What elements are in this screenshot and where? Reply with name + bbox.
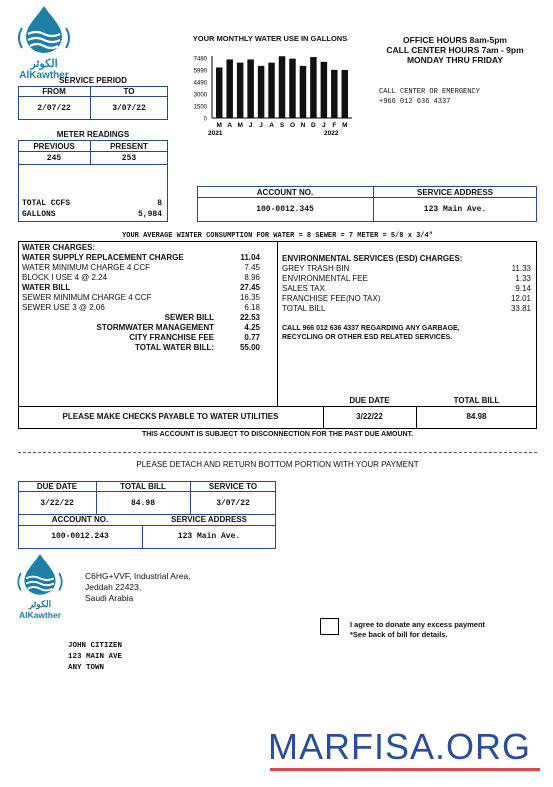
watermark-underline [270,768,540,771]
emergency-label: CALL CENTER OR EMERGENCY [379,88,480,96]
chart-bar [216,67,222,118]
stub-total: 84.98 [130,499,155,508]
x-tick-label: J [248,122,253,129]
customer-town: ANY TOWN [68,664,105,672]
water-summary [60,313,260,353]
address-line: Jeddah 22423, [85,582,142,592]
chart-bar [321,62,327,118]
meter-readings-title: METER READINGS [56,130,130,139]
chart-bar [247,59,253,118]
summary-line: TOTAL WATER BILL: 55.00 [135,343,260,352]
donate-text: I agree to donate any excess payment [350,620,486,629]
esd-line: FRANCHISE FEE(NO TAX) 12.01 [282,294,531,303]
y-tick-label: 0 [203,116,207,123]
stub-service-label: SERVICE TO [208,482,258,491]
previous-label: PREVIOUS [33,142,75,151]
logo-arabic-text: الكوثر [28,599,52,609]
from-label: FROM [42,87,66,96]
x-tick-label: M [216,122,222,129]
due-date-label: DUE DATE [349,396,390,405]
disconnection-notice: THIS ACCOUNT IS SUBJECT TO DISCONNECTION FOR THE PAST DUE AMOUNT. [141,431,414,438]
water-drop-icon [14,4,74,54]
stub-account-label: ACCOUNT NO. [51,515,109,524]
year-end-label: 2022 [324,130,339,137]
donate-note: *See back of bill for details. [350,630,448,639]
present-label: PRESENT [110,142,148,151]
charge-line: SEWER MINIMUM CHARGE 4 CCF 16.35 [22,293,260,302]
stub-total-label: TOTAL BILL [120,482,166,491]
x-tick-label: S [279,122,285,129]
company-logo [14,4,74,81]
chart-bar [258,66,264,118]
charge-line: BLOCK I USE 4 @ 2.24 8.96 [22,273,260,282]
customer-name: JOHN CITIZEN [68,642,123,650]
service-address: 123 Main Ave. [423,205,487,214]
x-tick-label: F [332,122,337,129]
year-start-label: 2021 [208,130,223,137]
stub-due-label: DUE DATE [36,482,78,491]
chart-bar [289,59,295,118]
total-ccfs-label: TOTAL CCFS [22,199,71,208]
office-hours: OFFICE HOURS 8am-5pm [403,35,507,45]
address-line: Saudi Arabia [85,593,134,603]
y-tick-label: 3000 [193,92,207,99]
esd-charges-title: ENVIRONMENTAL SERVICES (ESD) CHARGES: [282,254,463,263]
water-charges-list [22,253,260,313]
service-address-label: SERVICE ADDRESS [416,188,494,197]
x-tick-label: A [227,122,233,129]
gallons-value: 5,984 [137,210,162,219]
emergency-phone: +966 012 636 4337 [379,98,451,106]
esd-note-2: RECYCLING OR OTHER ESD RELATED SERVICES. [282,334,453,341]
x-tick-label: N [300,122,306,129]
watermark-text: MARFISA.ORG [268,726,532,767]
detach-divider [18,452,537,453]
water-charges-title: WATER CHARGES: [22,243,96,252]
logo-name-text: AlKawther [18,610,62,620]
esd-note-1: CALL 966 012 636 4337 REGARDING ANY GARBAGE, [282,325,460,332]
charge-line: WATER BILL 27.45 [22,283,260,292]
chart-bar [300,66,306,118]
call-center-hours: CALL CENTER HOURS 7am - 9pm [386,45,524,55]
x-tick-label: M [237,122,243,129]
gallons-label: GALLONS [22,210,56,219]
to-label: TO [123,87,135,96]
esd-charges-list [282,264,531,314]
chart-bar [331,70,337,118]
stub-address-label: SERVICE ADDRESS [170,515,248,524]
water-drop-icon [14,552,66,596]
esd-line: TOTAL BILL 33.81 [282,304,531,313]
service-period-title: SERVICE PERIOD [59,76,127,85]
customer-street: 123 MAIN AVE [68,653,123,661]
winter-consumption-notice: YOUR AVERAGE WINTER CONSUMPTION FOR WATER = 8 SEWER = 7 METER = 5/8 x 3/4" [122,232,433,240]
donate-checkbox[interactable] [320,618,339,635]
esd-line: ENVIRONMENTAL FEE 1.33 [282,274,531,283]
logo-arabic-text: الكوثر [30,58,58,70]
y-tick-label: 4490 [193,80,207,87]
account-number: 100-0012.345 [256,205,314,214]
chart-bar [237,63,243,118]
company-logo-bottom [14,552,66,618]
stub-due-date: 3/22/22 [40,499,74,508]
summary-line: STORMWATER MANAGEMENT 4.25 [96,323,260,332]
chart-bar [268,63,274,118]
x-tick-label: J [322,122,326,129]
usage-bar-chart [180,52,360,144]
charge-line: WATER SUPPLY REPLACEMENT CHARGE 11.04 [22,253,260,262]
due-date: 3/22/22 [356,412,383,421]
x-tick-label: D [311,122,316,129]
stub-service-to: 3/07/22 [216,499,250,508]
payable-text: PLEASE MAKE CHECKS PAYABLE TO WATER UTILITIES [62,412,279,421]
esd-line: SALES TAX 9.14 [282,284,531,293]
total-bill: 84.98 [466,412,487,421]
chart-bar [279,56,285,118]
from-date: 2/07/22 [37,104,71,113]
account-number-label: ACCOUNT NO. [256,188,314,197]
y-tick-label: 1500 [193,104,207,111]
summary-line: SEWER BILL 22.53 [164,313,260,322]
address-line: C6HG+VVF, Industrial Area, [85,571,191,581]
total-ccfs-value: 8 [157,199,162,208]
stub-service-address: 123 Main Ave. [177,532,241,541]
x-tick-label: J [259,122,263,129]
x-tick-label: O [289,122,296,129]
y-tick-label: 7480 [193,56,207,63]
esd-line: GREY TRASH BIN 11.33 [282,264,531,273]
detach-instructions: PLEASE DETACH AND RETURN BOTTOM PORTION WITH YOUR PAYMENT [136,460,419,469]
chart-bar [342,70,348,118]
charge-line: SEWER USE 3 @ 2.06 6.18 [22,303,260,312]
logo-name-text: AlKawther [19,70,69,81]
x-tick-label: M [342,122,348,129]
present-reading: 253 [121,154,137,163]
company-address [85,571,191,604]
charge-line: WATER MINIMUM CHARGE 4 CCF 7.45 [22,263,260,272]
chart-bar [310,57,316,118]
y-tick-label: 5990 [193,68,207,75]
chart-title: YOUR MONTHLY WATER USE IN GALLONS [192,34,348,43]
chart-bar [226,59,232,118]
total-bill-label: TOTAL BILL [453,396,500,405]
summary-line: CITY FRANCHISE FEE 0.77 [129,333,260,342]
x-tick-label: A [269,122,274,129]
to-date: 3/07/22 [112,104,146,113]
previous-reading: 245 [46,154,62,163]
stub-account-number: 100-0012.243 [51,532,109,541]
office-days: MONDAY THRU FRIDAY [406,55,504,65]
